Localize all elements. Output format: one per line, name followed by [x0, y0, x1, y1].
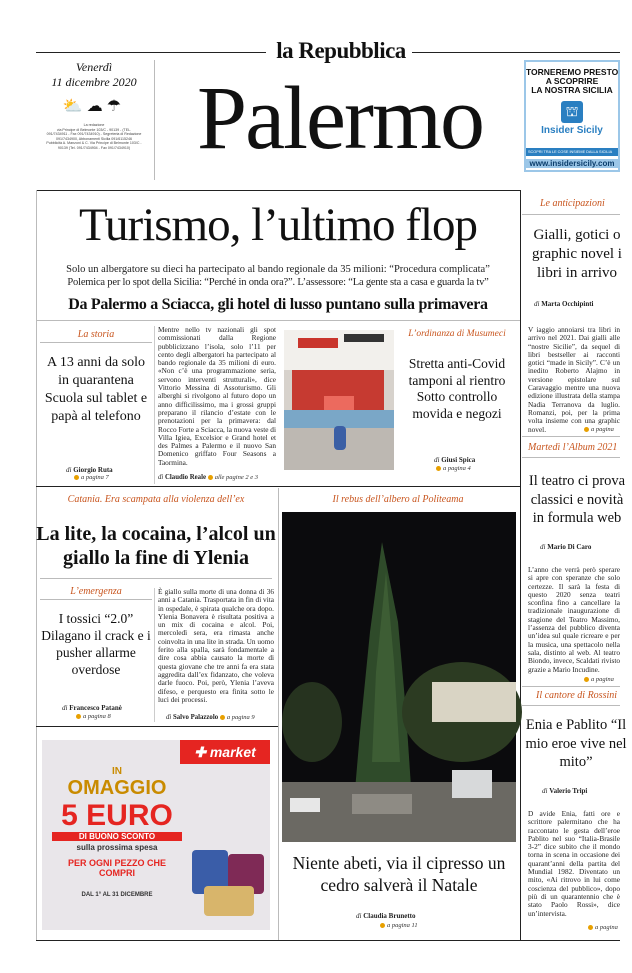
ad-line: 5 EURO [61, 799, 173, 832]
ad-brand-text: market [209, 744, 256, 760]
sidebar3-kicker: Il cantore di Rossini [536, 690, 618, 701]
pageref-text[interactable]: alle pagine 2 e 3 [214, 474, 259, 481]
cypress-tree-illustration [282, 512, 516, 842]
sidebar2-title[interactable]: Il teatro ci prova classici e novità in formula web [528, 473, 626, 526]
deck-line: Solo un albergatore su dieci ha partecipato al bando regionale da 35 milioni: “Procedura complicata” [66, 264, 490, 275]
sidebar2-kicker: Martedì l’Album 2021 [528, 442, 618, 453]
rebus-kicker: Il rebus dell’albero al Politeama [332, 494, 464, 505]
lead-deck [40, 264, 516, 289]
ad-line: DI BUONO SCONTO [52, 832, 182, 841]
ad-band: SCOPRI TRA LE COSE INSIEME DALLA SICILIA [526, 148, 618, 156]
ad-url[interactable]: www.insidersicily.com [526, 159, 618, 168]
sidebar3-byline: di Valerio Tripi [542, 787, 588, 795]
sidebar3-title[interactable]: Enia e Pablito “Il mio eroe vive nel mito” [525, 717, 627, 770]
deck-line: Polemica per lo spot della Sicilia: “Perché in onda ora?”. L’assessore: “La gente sta a casa e guarda la tv” [67, 276, 489, 288]
byline-name: Francesco Patanè [69, 704, 122, 712]
storia-title[interactable]: A 13 anni da solo in quarantena Scuola sul tablet e papà al telefono [44, 355, 148, 424]
article1-byline: di Claudio Reale alle pagine 2 e 3 [158, 474, 259, 481]
sidebar2-text: L’anno che verrà però sperare si apre con speranze che solo certezze. Il sarà la festa di questo 2020 senza teatri sconfina fino a cancellare la tradizionale inaugurazione di stagione del Teatro Massimo, l’assenza del pubblico diventa un’idea sul quale ricreare e per la musica, una spettacolo nella sala, distinto al web. Al teatro Biondo, invece, Scaldati rivisto grazie a Mario Incudine. [528, 565, 620, 674]
lead-subhead[interactable]: Da Palermo a Sciacca, gli hotel di lusso puntano sulla primavera [68, 296, 488, 313]
catania-title[interactable]: La lite, la cocaina, l’alcol un giallo la fine di Ylenia [36, 523, 276, 569]
storia-kicker: La storia [77, 329, 115, 340]
ad-brand: Insider Sicily [541, 125, 603, 136]
sidebar1-pageref[interactable] [584, 426, 614, 433]
sidebar1-byline: di Marta Occhipinti [534, 300, 594, 308]
byline-name: Salvo Palazzolo [173, 714, 219, 721]
photo-cypress-tree [282, 512, 516, 842]
emergenza-pageref[interactable] [76, 713, 111, 720]
pageref-text: a pagina 7 [81, 474, 109, 481]
sidebar2-byline: di Mario Di Caro [540, 543, 592, 551]
ordinanza-byline: di Giusi Spica [434, 456, 476, 464]
ordinanza-title[interactable]: Stretta anti-Covid tamponi al rientro Sotto controllo movida e negozi [408, 356, 506, 421]
carrefour-logo-icon: ✚ [194, 744, 210, 760]
day-label: Venerdì [75, 60, 113, 74]
pageref-text: a pagina 8 [83, 713, 111, 720]
emergenza-kicker: L’emergenza [70, 586, 122, 597]
ad-line: OMAGGIO [67, 777, 167, 799]
emergenza-title[interactable]: I tossici “2.0” Dilagano il crack e i pusher allarme overdose [41, 611, 151, 677]
rebus-title[interactable]: Niente abeti, via il cipresso un cedro salverà il Natale [292, 853, 506, 895]
rebus-byline: di Claudia Brunetto [356, 912, 416, 920]
storia-byline: di Giorgio Ruta [66, 466, 113, 474]
pageref-text: a pagina [591, 676, 614, 683]
ad-carrefour-market[interactable] [42, 740, 270, 930]
weather-icons [36, 96, 152, 115]
byline-name: Claudio Reale [165, 474, 206, 481]
byline-name: Giusi Spica [441, 456, 476, 464]
pageref-text: a pagina [595, 924, 618, 931]
pageref-text[interactable]: a pagina 9 [226, 714, 255, 721]
ad-brand-banner [180, 740, 270, 764]
storia-pageref[interactable] [74, 474, 109, 481]
byline-name: Valerio Tripi [549, 787, 588, 795]
byline-name: Marta Occhipinti [541, 300, 594, 308]
sidebar1-kicker: Le anticipazioni [540, 198, 605, 209]
date-label: 11 dicembre 2020 [51, 75, 137, 89]
sidebar3-text: D avide Enia, fatti ore e scrittore palermitano che ha raccontato le gesta dell’eroe Pablito nel suo “Italia-Brasile 3-2” dice subito che il mondo torna in scena in occasione dei quarant’anni della partita del Mundial 1982. Diventato un mito, «Ai ritrovo in lui come coscienza del pubblico», dopo più di un quarantennio che è stato Paolo Rossi», dice un’intervista. [528, 809, 620, 918]
photo-supermarket [284, 330, 394, 470]
brand-logo[interactable]: la Repubblica [276, 38, 406, 63]
city-title: Palermo [197, 69, 483, 168]
ordinanza-kicker: L’ordinanza di Musumeci [408, 329, 506, 339]
sidebar1-title[interactable]: Gialli, gotici o graphic novel i libri in arrivo [532, 227, 622, 281]
emergenza-byline: di Francesco Patanè [62, 704, 122, 712]
ad-line: A SCOPRIRE [545, 76, 599, 86]
ad-line: IN [112, 766, 122, 777]
ordinanza-pageref[interactable] [436, 465, 471, 472]
cloud-icon: ☁ [86, 96, 107, 115]
sun-cloud-icon: ⛅ [62, 96, 87, 115]
redaction-info: La redazione via Principe di Belmonte 103/C - 90139 - (TEL. 091/7434911 - Fax 091/7434910) - Segreteria di Redazione 091/7434900, Abbonamenti Sicilia 091/6115246 Pubblicità A. Manzoni & C. Via Principe di Belmonte 103/C - 90139 (Tel. 091/7434904 - Fax 091/7434910) [46, 123, 142, 150]
sidebar2-pageref[interactable] [584, 676, 614, 683]
lead-title[interactable]: Turismo, l’ultimo flop [78, 199, 478, 251]
catania-kicker: Catania. Era scampata alla violenza dell’ex [67, 494, 245, 505]
ad-insider-sicily[interactable] [524, 60, 620, 172]
map-pin-icon: ⛫ [561, 101, 583, 123]
ad-line: PER OGNI PEZZO CHE COMPRI [67, 858, 166, 878]
ad-line: LA NOSTRA SICILIA [531, 85, 613, 95]
date-box [36, 60, 152, 151]
byline-name: Mario Di Caro [547, 543, 592, 551]
pageref-text: a pagina 4 [443, 465, 471, 472]
ad-line: sulla prossima spesa [76, 843, 158, 852]
rebus-pageref[interactable] [380, 922, 418, 929]
article-ylenia-text: È giallo sulla morte di una donna di 36 anni a Catania. Trasportata in fin di vita in ospedale, è spirata qualche ora dopo. Ylenia Bonavera è risultata positiva a un mix di cocaina e alcol. Poi, mercoledì sera, era rimasta anche coinvolta in una lite in strada. Un uomo ferito alla spalla, sarà fondamentale a dire cosa abbia causato la morte di questa giovane che tre anni fa era stata aggredita dall’ex fidanzato, che voleva darle fuoco. Poi, però, Ylenia l’aveva difeso, e perquesto era finita sotto le luci dei processi. [158, 587, 274, 704]
byline-name: Giorgio Ruta [73, 466, 113, 474]
sidebar3-pageref[interactable] [588, 924, 618, 931]
panettone-product [204, 886, 254, 916]
pageref-text: a pagina [591, 426, 614, 433]
byline-name: Claudia Brunetto [363, 912, 416, 920]
ad-line: DAL 1° AL 31 DICEMBRE [81, 892, 153, 898]
sidebar1-text: V iaggio annoiarsi tra libri in arrivo nel 2021. Dai gialli alle “nostre Sicilie”, da sequel di libri bestseller ai racconti gotici “made in Sicily”. C’è un inedito Roberto Alajmo in versione epistolare sul Caravaggio mentre una nuova edizione illustrata della stampa Nadia Terranova da luglio. Romanzi, poi, per la prima volta insieme con una graphic novel. [528, 325, 620, 434]
rain-icon: ☂ [106, 96, 126, 115]
pageref-text: a pagina 11 [387, 922, 418, 929]
article-turismo-text: Mentre nello tv nazionali gli spot commissionati dalla Regione pubblicizzano l’isola, solo l’11 per cento degli albergatori ha partecipato al bando regionale da 35 milioni di euro. «Non c’è una programmazione seria, servono interventi strutturali», dice Vittorio Messina di Assoturismo. Gli alberghi si rivolgono al futuro dopo un anno difficilissimo, ma i grossi gruppi preparano il rilancio d’estate con le prenotazioni per la primavera: dal Rocco Forte a Sciacca, la nuova veste di Villa Igiea, Excelsior e Grand hotel et des Palmes a Palermo e il nuovo San Domenico griffato Four Seasons a Taormina. [158, 325, 276, 467]
ad-line: TORNEREMO PRESTO [526, 67, 619, 77]
article2-byline: di Salvo Palazzolo a pagina 9 [166, 714, 255, 721]
